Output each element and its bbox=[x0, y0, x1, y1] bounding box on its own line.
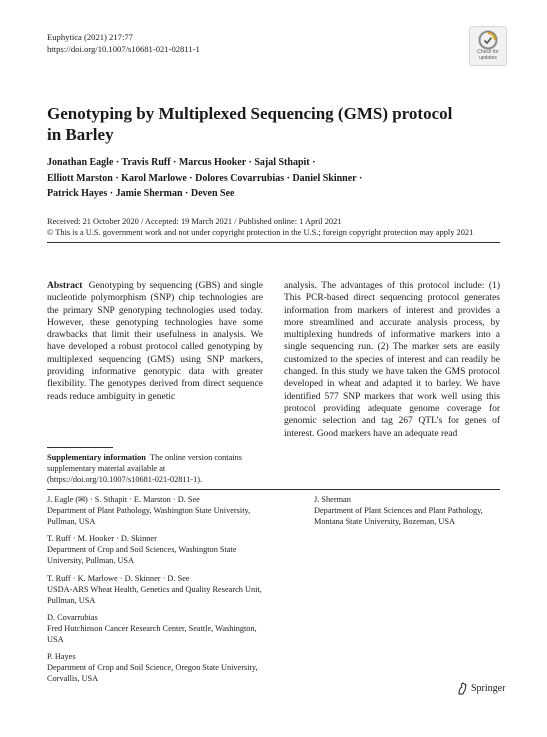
affiliation-org: USDA-ARS Wheat Health, Genetics and Quality Research Unit, Pullman, USA bbox=[47, 585, 262, 605]
affiliation-org: Department of Crop and Soil Sciences, Washington State University, Pullman, USA bbox=[47, 545, 237, 565]
springer-horse-icon bbox=[457, 682, 468, 695]
supplementary-text-end: ). bbox=[197, 475, 203, 484]
abstract-label: Abstract bbox=[47, 281, 83, 291]
abstract-right-column bbox=[284, 280, 500, 440]
affiliation-block bbox=[47, 651, 272, 684]
publication-history bbox=[47, 216, 473, 238]
author-list bbox=[47, 155, 467, 202]
supplementary-link[interactable]: https://doi.org/10.1007/s10681-021-02811-1 bbox=[49, 475, 198, 484]
publisher-logo bbox=[457, 682, 505, 695]
abstract-text-right: analysis. The advantages of this protocol include: (1) This PCR-based direct sequencing protocol generates information from markers of interest and provides a more streamlined and accurate analysis process, by multiplexing hundreds of informative markers into a single sequencing run. (2) The marker sets are easily customized to the species of interest and can readily be changed. In this study we have taken the GMS protocol developed in wheat and adapted it to barley. We have identified 577 SNP markers that work well using this protocol providing adequate genome coverage for genomic selection and tag 267 QTL’s for genes of interest. Good markers have an adequate read bbox=[284, 281, 500, 439]
affiliation-block bbox=[47, 533, 272, 566]
affiliation-names[interactable]: T. Ruff · K. Marlowe · D. Skinner · D. See bbox=[47, 574, 190, 583]
affiliation-block bbox=[47, 573, 272, 606]
affiliation-names[interactable]: J. Sherman bbox=[314, 495, 351, 504]
abstract-paragraph bbox=[47, 280, 263, 403]
title-line-2: in Barley bbox=[47, 125, 114, 144]
doi-link[interactable]: https://doi.org/10.1007/s10681-021-02811-1 bbox=[47, 44, 200, 54]
author-row[interactable]: Elliott Marston · Karol Marlowe · Dolores Covarrubias · Daniel Skinner · bbox=[47, 172, 363, 184]
affiliation-names[interactable]: P. Hayes bbox=[47, 652, 76, 661]
running-header bbox=[47, 31, 200, 55]
history-dates: Received: 21 October 2020 / Accepted: 19 March 2021 / Published online: 1 April 2021 bbox=[47, 217, 342, 226]
supplementary-label: Supplementary information bbox=[47, 453, 146, 462]
author-row[interactable]: Jonathan Eagle · Travis Ruff · Marcus Hooker · Sajal Sthapit · bbox=[47, 157, 316, 168]
affiliation-block bbox=[47, 612, 272, 645]
journal-citation: Euphytica (2021) 217:77 bbox=[47, 32, 133, 42]
affiliation-org: Department of Plant Pathology, Washington State University, Pullman, USA bbox=[47, 506, 251, 526]
badge-label-1: Check for bbox=[477, 49, 499, 55]
affiliation-names[interactable]: J. Eagle (✉) · S. Sthapit · E. Marston · D. See bbox=[47, 495, 200, 504]
copyright-notice: © This is a U.S. government work and not under copyright protection in the U.S.; foreign copyright protection may apply 2021 bbox=[47, 228, 474, 237]
abstract-left-column bbox=[47, 280, 263, 403]
publisher-name: Springer bbox=[471, 683, 506, 694]
article-title bbox=[47, 103, 467, 145]
divider bbox=[47, 489, 500, 490]
check-for-updates-icon bbox=[478, 30, 498, 50]
affiliation-block bbox=[314, 494, 500, 527]
affiliation-names[interactable]: T. Ruff · M. Hooker · D. Skinner bbox=[47, 534, 157, 543]
affiliation-org: Department of Crop and Soil Science, Oregon State University, Corvallis, USA bbox=[47, 663, 258, 683]
divider bbox=[47, 242, 500, 243]
affiliation-org: Department of Plant Sciences and Plant Pathology, Montana State University, Bozeman, USA bbox=[314, 506, 483, 526]
affiliation-block bbox=[47, 494, 272, 527]
badge-label-2: updates bbox=[479, 54, 497, 61]
title-line-1: Genotyping by Multiplexed Sequencing (GMS) protocol bbox=[47, 104, 453, 123]
footnote-rule bbox=[47, 447, 113, 448]
check-for-updates-badge[interactable] bbox=[469, 26, 507, 66]
supplementary-note bbox=[47, 452, 263, 485]
supplementary-text: The online version contains supplementary material available at ( bbox=[47, 453, 242, 484]
affiliation-names[interactable]: D. Covarrubias bbox=[47, 613, 98, 622]
author-row[interactable]: Patrick Hayes · Jamie Sherman · Deven See bbox=[47, 188, 235, 199]
abstract-text-left: Genotyping by sequencing (GBS) and single nucleotide polymorphism (SNP) chip technologies are the primary SNP genotyping technologies used today. However, these genotyping technologies have some drawbacks that limit their usefulness in analysis. We have developed a robust protocol called genotyping by multiplexed sequencing (GMS) using SNP markers, providing informative genotypic data with greater flexibility. The genotypes derived from direct sequence reads reduce ambiguity in genetic bbox=[47, 281, 264, 402]
affiliation-org: Fred Hutchinson Cancer Research Center, Seattle, Washington, USA bbox=[47, 624, 257, 644]
